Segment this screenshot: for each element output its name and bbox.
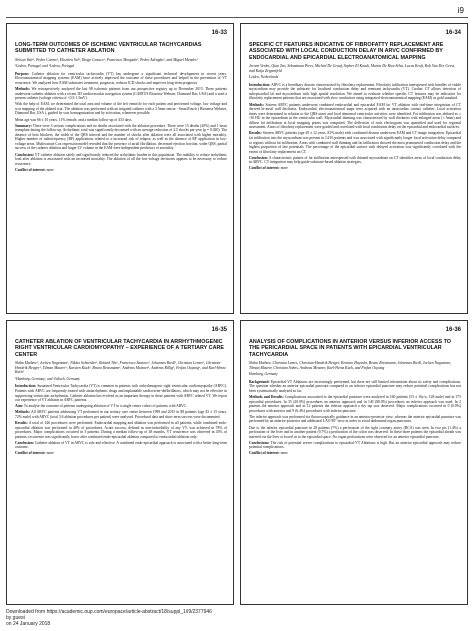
paragraph-label: Conflict of interest: [15,167,46,172]
abstract-id: 16-36 [445,327,461,333]
paragraph-text: Mean age was 66 ± 10 years, 11% female, and a median follow-up of 433 days. [15,117,133,122]
paragraph-text: A characteristic pattern of fat infiltration interspersed with thinned myocardium on CT identifies areas of local conduction delay in ARVC. CT integration may help guide substrate-based ablation strategies. [249,155,461,165]
abstract-authors: Jeroen Venlet, Qian Tao, Sebastiaan Piers, Michiel De Graaf, Sepher El Kaadi, Martin De Riva Silva, Lucas Kroft, Rob Van Der Geest, and Katja Zeppenfeld [249,64,455,73]
paragraph-text: none [280,166,288,171]
abstract-paragraph [15,102,227,116]
abstract-panel [240,23,468,314]
paragraph-text: Due to the inferior epicardial puncture in 28 patients (7%) a perforation of the right coronary artery (RCA) was seen. In two pts (1.4%) a perforation of the liver and in another patient (0.7%) a perforation of the colon was observed. In these three patients the epicardial sheath was inserted via the liver or bowel in to the epicardial space. No organ perforations were observed for an anterior epicardial puncture. [249,425,461,439]
abstract-paragraph [15,441,227,450]
paragraph-label: Introduction: [249,82,271,87]
paragraph-label: Conclusion: [249,155,268,160]
paragraph-label: Methods: [249,102,264,107]
paragraph-label: Methods: [15,410,30,415]
abstract-paragraph [249,441,461,450]
paragraph-text: ARVC is a hereditary disease characterized by fibrofatty replacement. Fibrofatty infiltration interspersed with bundles of viable myocardium may provide the substrate for localized conduction delay and reentrant tachycardia (VT). Cardiac CT allows detection of subepicardial fat and myocardium with high spatial resolution. We aimed to evaluate whether specific CT features may be indicative for fibrofatty replacement patterns that are associated with slow conduction using integrated electroanatomical mapping (EAM) as gold standard. [249,82,461,101]
abstract-panel [240,320,468,605]
paragraph-label: Results: [15,421,28,426]
abstract-paragraph [249,156,461,165]
abstract-authors: Nelson Vale¹, Pedro Carmo¹, Eliseben Val¹, Diogo Cavaco¹, Francisco Morgado¹, Pedro Adragão¹, and Miguel Mendes¹ [15,57,198,62]
paragraph-text: none [280,451,288,456]
paragraph-label: Aim: [15,404,23,409]
abstract-body [249,42,461,310]
abstract-paragraph [15,451,227,456]
paragraph-text: There were 3 serious complications and no deaths associated with the ablation procedure. There were 13 deaths (20%) and 1 heart transplant during the follow-up. Arrhythmic total was significantly decreased with an average reduction of 2.5 shocks per year (p = 0.020). The absence of beta blockers, the width of the QRS interval and the number of shocks after ablation were all associated with higher mortality. Higher number of radiofrequency (RF) applications related to a increased risk of relapse, as well as the absence of RF application in low-voltage areas. Multivariate Cox regression model revealed that the presence of atrial fibrillation, decreased ejection fraction, wider QRS, partial success of the catheter ablation and larger LV volume in the EAM were independent predictors of mortality. [15,123,227,151]
paragraph-label: Conflict of interest: [249,451,280,456]
paragraph-text: All ARVC patients addressing VT performed in our tertiary care centre between 1998 and 2015 in 88 patients (age 45 ± 15 years, 72% male) with ARVC (total 3.6 ablation procedures per patient) were analysed. Procedural data and short-term success were documented. [15,410,227,419]
abstract-text [15,72,227,173]
paragraph-label: Conclusion: [15,440,34,445]
paragraph-text: With the help of EAM, we determined the total area and volume of the left ventricle for each patient and performed voltage, low voltage and scar mapping of the ablated scar. The ablation was performed with an irrigated catheter with a 3.5mm sensor - SmartTouch ( Biosense Webster, Diamond Bar, USA ), guided by scar homogenization and by activation, whenever possible. [15,102,227,116]
paragraph-text: The risk of potential severe complications to epicardial-VT Ablations is high. But an anterior epicardial approach may reduce potential complications. [249,440,461,450]
abstract-paragraph [249,83,461,101]
paragraph-text: Sixteen ARVC patients (age 49 ± 12 years, 81% male) with confirmed disease underwent EAM and CT image integration. Epicardial fat infiltration into the myocardium was present in 14/16 patients and was associated with significantly longer local activation delay compared to regions without fat infiltration. Areas with combined wall thinning and fat infiltration showed the most pronounced conduction delay and the highest proportion of late potentials. The percentage of the epicardial surface with delayed activation was significantly correlated with the extent of fibrofatty replacement on CT. [249,131,461,154]
abstract-authors: Shibu Mathew, Christian Lemes, Christian-Hendrik Heeger, Kentaro Hayashi, Bruno Reissmann, Johannes Riedl, Jochen Nageanan, Tilman Maurer, Christian Sohns, Andreas Metzner, Karl-Heinz Kuck, and Feifan Ouyang [249,361,452,370]
paragraph-label: Methods and Results: [249,395,284,400]
abstract-title: ANALYSIS OF COMPLICATIONS IN ANTERIOR VERSUS INFERIOR ACCESS TO THE PERICARDIAL SPACE IN PATIENTS WITH EPICARDIAL VENTRICULAR TACHYCARDIA [249,339,451,358]
abstract-paragraph [249,131,461,154]
paragraph-text: To analyse the outcome of patients undergoing ablation of VT in a single centre cohort of patients with ARVC. [23,404,188,409]
paragraph-label: Results: [249,131,262,136]
paragraph-text: A total of 146 procedures were performed. Endocardial mapping and ablation was performed in all patients, while combined endo-epicardial ablation was performed in 40% of procedures. Acute success, defined as non-inducibility of any VT, was achieved in 78% of procedures. Major complications occurred in 3 patients. During a median follow-up of 48 months, VT recurrence was observed in 43% of patients; recurrence was significantly lower after combined endo-epicardial ablation compared to endocardial ablation only. [15,421,227,439]
abstract-title: CATHETER ABLATION OF VENTRICULAR TACHYCARDIA IN ARRHYTHMOGENIC RIGHT VENTRICULAR CARDIOMYOPATHY – EXPERIENCE OF A TERTIARY CARE CENTER [15,339,224,358]
page-number: i9 [457,6,464,15]
abstract-paragraph [249,103,461,130]
paragraph-text: Sixteen ARVC patients underwent combined endocardial and epicardial EAM for VT ablation with real-time integration of CT derived bi-atrial wall thickness. Endocardial, electroanatomical maps were acquired with an intracardiac contact catheter. Local activation times were determined in relation to the QRS onset and local abnormal ventricular activities were identified. Fat infiltration was defined as ≥ -30 HU in the epicardium in the ventricular wall. Myocardial thinning was characterised by wall thickness with enlarged areas (≤ 5mm) and diffuse fat infiltration at local mapping points was computed. The deflection of each electrogram was quantified and used for regional assessment. Areas of fibrofatty replacement were graded and correlated with local conduction delay on the epicardial and endocardial surfaces. [249,102,461,130]
abstract-affiliation: Hamburg, Germany [249,372,278,377]
abstract-paragraph [15,168,227,173]
paragraph-label: Conclusion: [15,152,34,157]
abstract-paragraph [15,404,227,409]
paragraph-text: Complications associated to the epicardial puncture were analyzed in 160 patients (53 ± 16y/o, 128 male) and in 175 epicardial procedures. In 35 (20.0%) procedures an anterior approach and in 140 (80.0%) procedures an inferior approach was used. In 2 patients the anterior approach and in 12 patients the inferior approach a dry tap was observed. Major complications occurred in 0 (0.0%) procedures with anterior and 9 (6.4%) procedures with inferior puncture. [249,395,461,413]
abstract-paragraph [249,380,461,394]
paragraph-text: VT catheter ablation safely and significantly reduced the arrhythmic burden in this population. The inability to reduce arrhythmic load after ablation is associated with an increased mortality. The ablation of all the low-voltage territories appears to be necessary to reduce recurrence. [15,152,227,166]
abstract-id: 16-34 [445,30,461,36]
abstract-panel [6,23,234,314]
abstract-paragraph [249,426,461,440]
abstract-affiliation: Leiden, Netherlands [249,75,279,80]
abstract-paragraph [15,410,227,419]
download-notice-line: by guest [6,615,25,621]
abstract-text [249,83,461,171]
download-notice-line: Downloaded from https://academic.oup.com/europace/article-abstract/18/suppl_1/i9/2377946 [6,609,212,615]
abstract-body [15,42,227,310]
paragraph-text: The inferior approach was performed via fluoroscopically guidance in an anterior-posterior view, whereas the anterior epicardial puncture was performed by an anterior-posterior and additional LAO 90° view in order to avoid abdominal organ punctures. [249,414,461,424]
paragraph-label: Conflict of interest: [249,166,280,171]
abstract-authors: Shibu Mathew¹, Jochen Nageanan¹, Niklas Schneider¹, Roland Tilz², Francesco Santoro¹, Johannes Riedl¹, Christian Lemes¹, Christian-Hendrik Heeger¹, Tilman Maurer¹, Karsten Kuck¹, Bruno Reissmann¹, Andreas Metzner¹, Andreas Rillig¹, Feifan Ouyang¹, and Karl-Heinz Kuck¹ [15,361,226,375]
abstract-paragraph [249,166,461,171]
paragraph-text: none [46,451,54,456]
download-notice-line: on 24 January 2018 [6,621,51,627]
abstract-paragraph [15,72,227,86]
paragraph-label: Background: [249,379,270,384]
paragraph-text: Sustained Ventricular Tachycardia (VT) is common in patients with arrhythmogenic right ventricular cardiomyopathy (ARVC). Patients with ARVC are frequently treated with antiarrhythmic drugs and implantable cardioverter-defibrillators, which may not be effective in suppressing ventricular arrhythmias. Catheter ablation has evolved as an important therapy in these patients with ARVC related VT. We report our experience of VT ablation in ARVC patients. [15,384,227,403]
abstract-body [15,339,227,601]
abstract-panel [6,320,234,605]
abstract-affiliation: ¹Lisbon, Portugal; and ²Lisboa, Portugal [15,64,75,69]
abstract-paragraph [249,451,461,456]
abstract-body [249,339,461,601]
paragraph-label: Conclusions: [249,440,270,445]
abstract-paragraph [15,124,227,151]
paragraph-label: Introduction: [15,384,37,389]
paragraph-text: none [46,167,54,172]
abstract-affiliation: ¹Hamburg, Germany; and ²Lübeck, Germany [15,377,80,381]
abstract-id: 16-33 [211,30,227,36]
abstract-text [249,380,461,456]
download-notice [6,609,212,627]
abstract-paragraph [249,395,461,413]
abstract-id: 16-35 [211,327,227,333]
paragraph-text: Catheter ablation for ventricular tachycardia (VT) has undergone a significant technical development in recent years. Electroanatomical mapping systems (EAM) have actively improved the outcome of these procedures and helped in the prevention of VT recurrence. We analyzed how EAM substrates treatment, prognosis, reduces ICD shocks and improves long-term prognosis. [15,71,227,85]
paragraph-label: Conflict of interest: [15,451,46,456]
abstract-paragraph [15,118,227,123]
abstract-paragraph [15,87,227,101]
paragraph-label: Purpose: [15,71,30,76]
abstract-title: LONG-TERM OUTCOMES OF ISCHEMIC VENTRICULAR TACHYCARDIAS SUBMITTED TO CATHETER ABLATION [15,42,202,55]
paragraph-label: Summary: [15,123,32,128]
header-rule [6,17,468,18]
abstract-paragraph [15,421,227,439]
abstract-paragraph [15,153,227,167]
paragraph-label: Methods: [15,87,30,92]
paragraph-text: Catheter ablation of VT in ARVC is safe and effective. A combined endo-epicardial approach is associated with a better long-term outcome. [15,440,227,450]
abstract-text [15,384,227,456]
paragraph-text: Epicardial-VT Ablations are increasingly performed, but there are still limited information about its safety and complications. The question whether an anterior epicardial puncture compared to an inferior epicardial puncture may reduce potential complications has not been systematically analyzed so far. [249,379,461,393]
abstract-paragraph [249,415,461,424]
abstract-paragraph [15,384,227,402]
abstract-title: SPECIFIC CT FEATURES INDICATIVE OF FIBROFATTY REPLACEMENT ARE ASSOCIATED WITH LOCAL CONDUCTION DELAY IN ARVC CONFIRMED BY ENDOCARDIAL AND EPICARDIAL ELECTROANATOMICAL MAPPING [249,42,444,61]
paragraph-text: We retrospectively analyzed the last 98 ischemic patients from our prospective registry up to December 2015. These patients underwent catheter ablation with a recent 3D cardiovascular navigation system (CARTO3 Biosense Webster, Diamond Bar, USA) and a used a present catheter (voltage criteria of <0.5-1.5mV). [15,87,227,101]
